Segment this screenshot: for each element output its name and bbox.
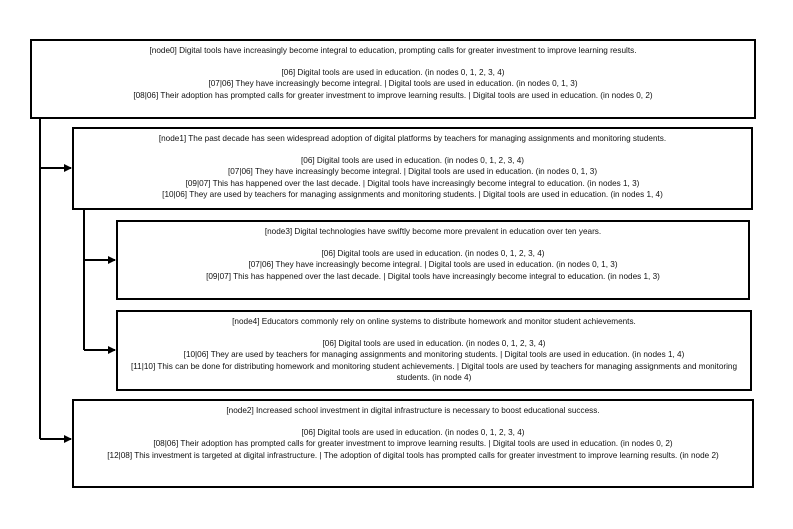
node1-title: [node1] The past decade has seen widespread adoption of digital platforms by teachers for managing assignments and monitoring students. [158,134,667,143]
node3-box [116,220,750,300]
node2-fact: [06] Digital tools are used in education. (in nodes 0, 1, 2, 3, 4) [301,428,525,438]
node3-fact: [07|06] They have increasingly become integral. | Digital tools are used in education. (in nodes 0, 1, 3) [248,260,618,270]
node3-fact: [09|07] This has happened over the last decade. | Digital tools have increasingly become integral to education. (in nodes 1, 3) [206,271,660,281]
node4-fact: [11|10] This can be done for distributing homework and monitoring student achievements. | Digital tools are used by teachers for managing assignments and monitoring students. (in node 4) [130,361,738,382]
node4-title: [node4] Educators commonly rely on online systems to distribute homework and monitor student achievements. [232,317,636,326]
node2-title: [node2] Increased school investment in digital infrastructure is necessary to boost educational success. [226,406,600,415]
node1-fact: [09|07] This has happened over the last decade. | Digital tools have increasingly become integral to education. (in nodes 1, 3) [185,178,640,188]
node0-fact: [08|06] Their adoption has prompted calls for greater investment to improve learning results. | Digital tools are used in education. (in nodes 0, 2) [133,90,653,100]
node4-fact: [10|06] They are used by teachers for managing assignments and monitoring students. | Digital tools are used in education. (in nodes 1, 4) [183,350,685,360]
node3-fact: [06] Digital tools are used in education. (in nodes 0, 1, 2, 3, 4) [321,249,545,259]
node2-fact: [12|08] This investment is targeted at digital infrastructure. | The adoption of digital tools has prompted calls for greater investment to improve learning results. (in node 2) [107,450,719,460]
node2-box [72,399,754,488]
node1-fact: [07|06] They have increasingly become integral. | Digital tools are used in education. (in nodes 0, 1, 3) [227,167,598,177]
node1-fact: [10|06] They are used by teachers for managing assignments and monitoring students. | Digital tools are used in education. (in nodes 1, 4) [162,189,663,199]
node2-fact: [08|06] Their adoption has prompted calls for greater investment to improve learning results. | Digital tools are used in education. (in nodes 0, 2) [153,439,673,449]
node4-fact: [06] Digital tools are used in education. (in nodes 0, 1, 2, 3, 4) [322,339,546,349]
node1-box [72,127,753,210]
node4-box [116,310,752,391]
node0-fact: [07|06] They have increasingly become integral. | Digital tools are used in education. (in nodes 0, 1, 3) [208,79,578,89]
node0-title: [node0] Digital tools have increasingly become integral to education, prompting calls for greater investment to improve learning results. [149,46,637,55]
node0-box [30,39,756,119]
node3-title: [node3] Digital technologies have swiftly become more prevalent in education over ten years. [264,227,602,236]
node0-fact: [06] Digital tools are used in education. (in nodes 0, 1, 2, 3, 4) [281,68,505,78]
node1-fact: [06] Digital tools are used in education. (in nodes 0, 1, 2, 3, 4) [300,156,525,166]
